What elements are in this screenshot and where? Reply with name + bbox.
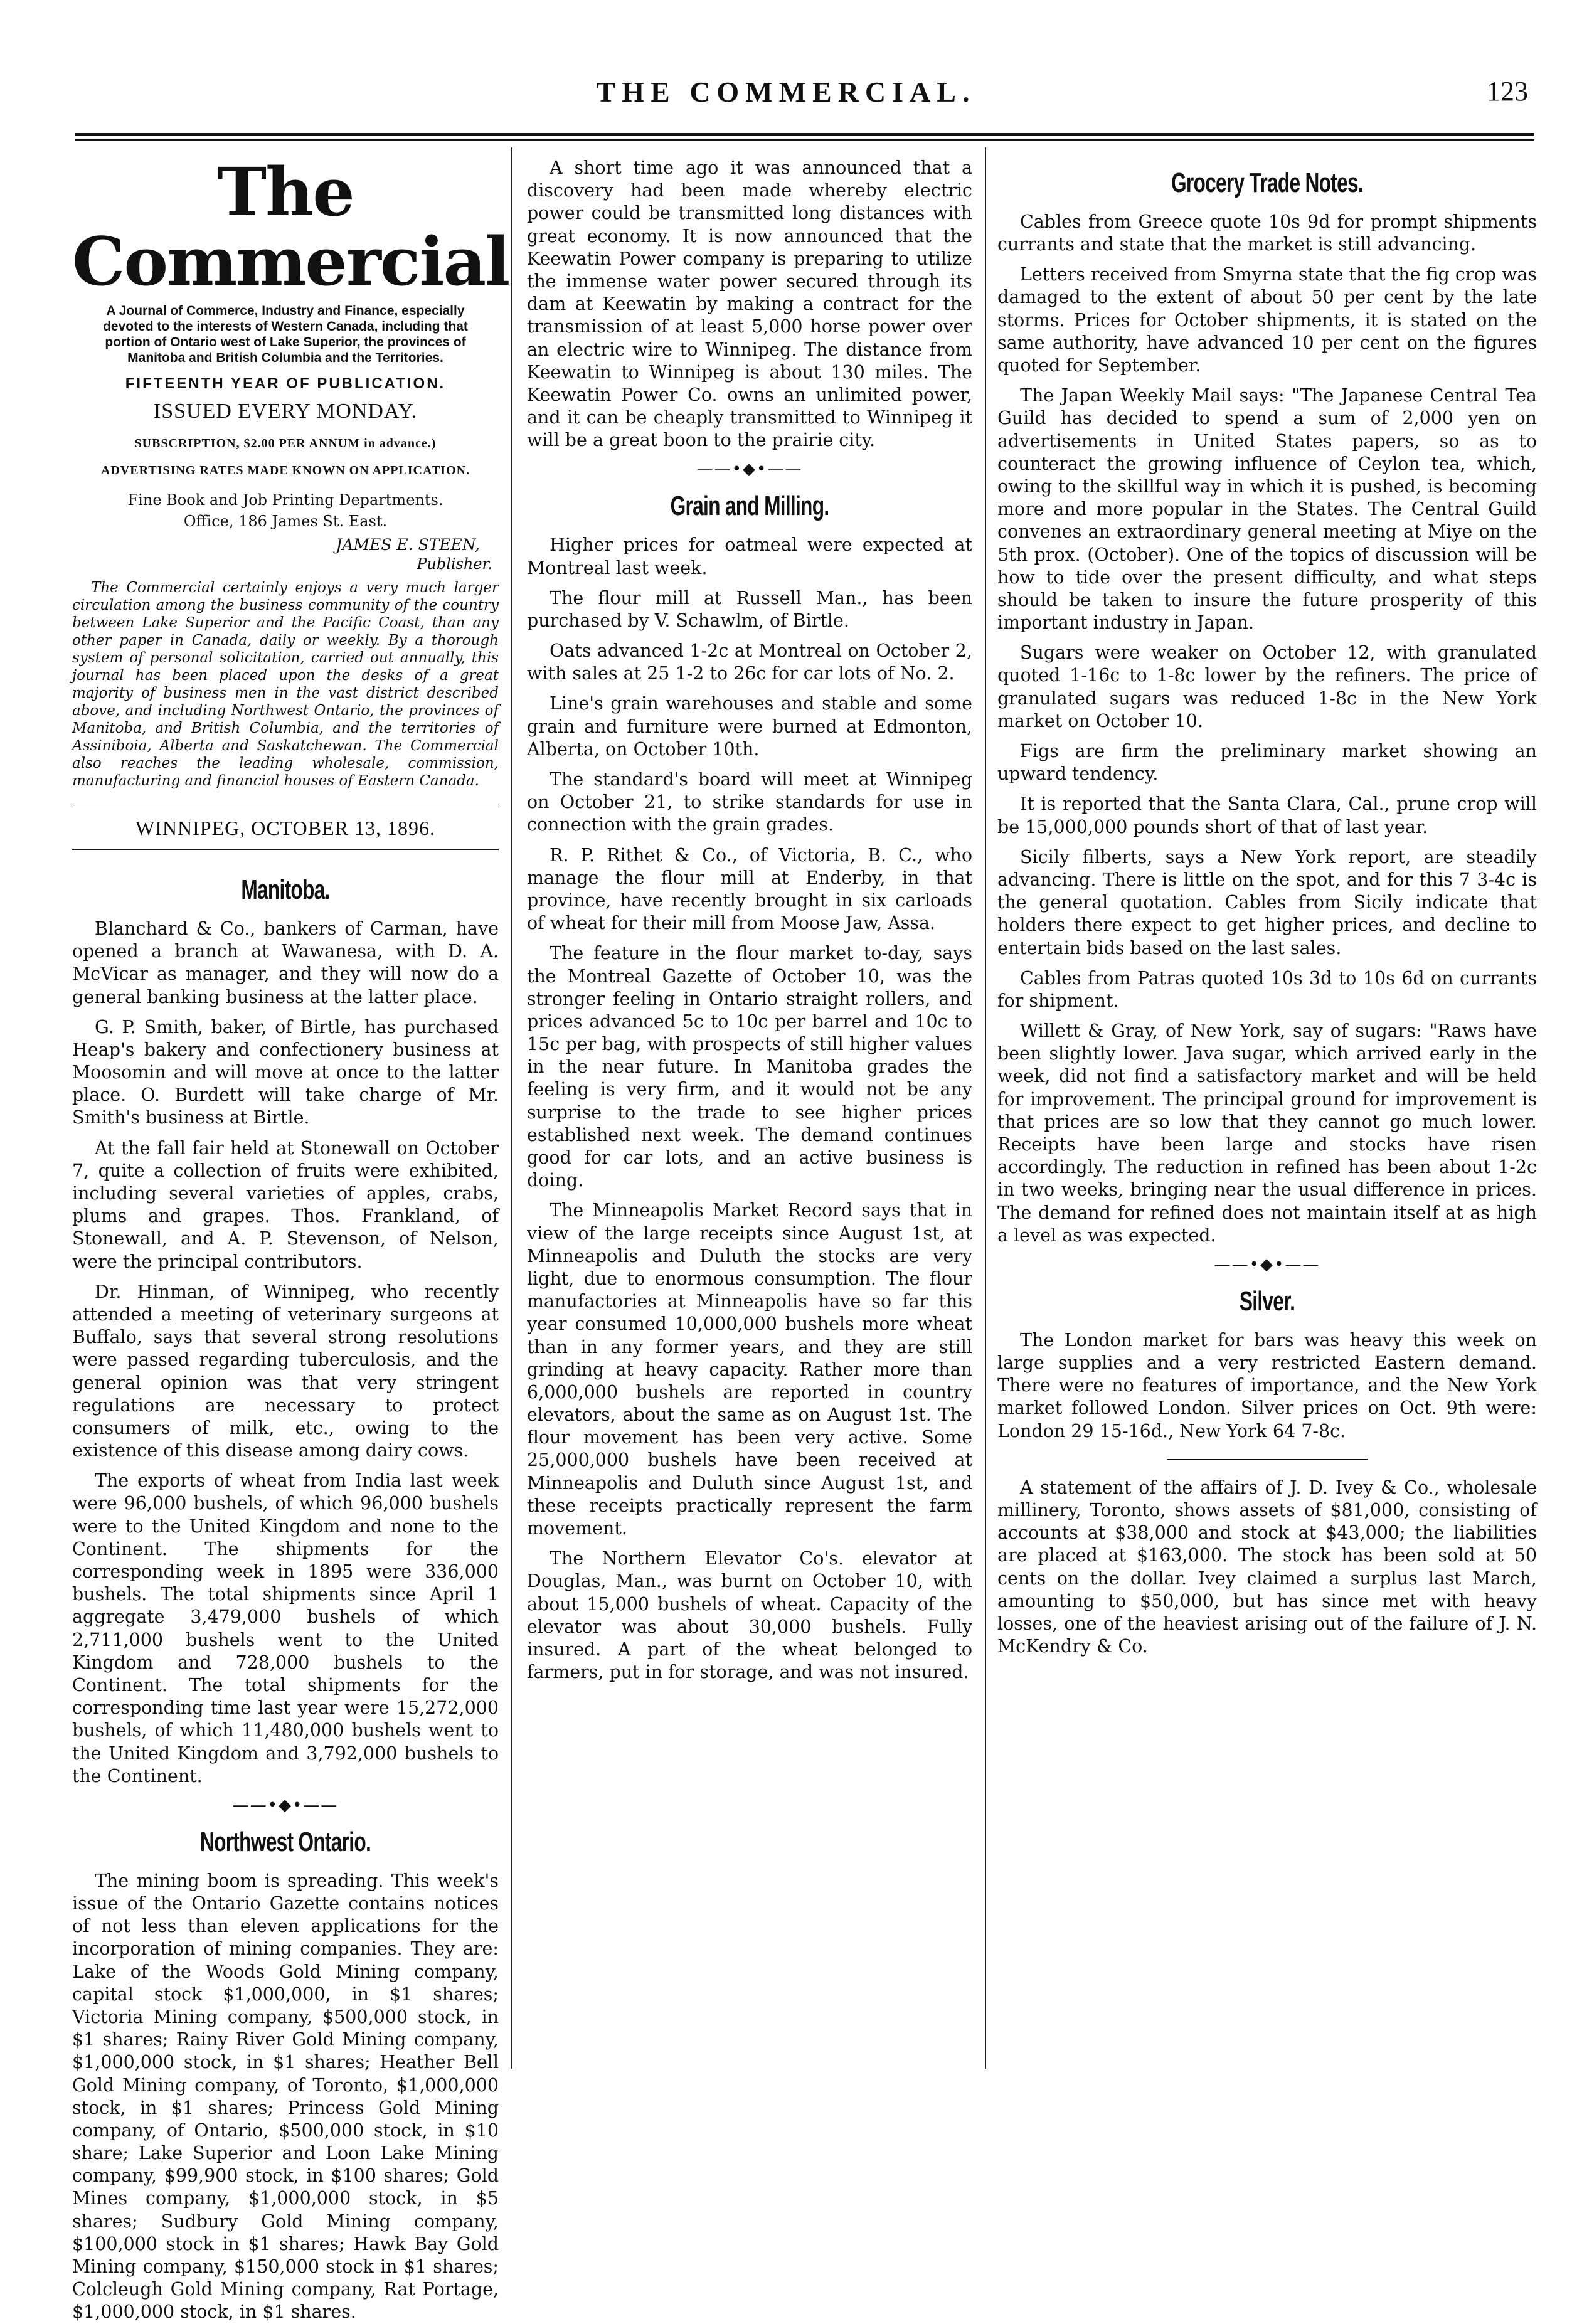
masthead-blurb: The Commercial certainly enjoys a very much larger circulation among the business community of the country between Lake Superior and the Pacific Coast, than any other paper in Canada, daily or weekly. By a thorough system of personal solicitation, carried out annually, this journal has been placed upon the desks of a great majority of business men in the vast district described above, and including Northwest Ontario, the provinces of Manitoba, and British Columbia, and the territories of Assiniboia, Alberta and Saskatchewan. The Commercial also reaches the leading wholesale, commission, manufacturing and financial houses of Eastern Canada. xyxy=(72,579,499,790)
departments-line: Fine Book and Job Printing Departments. xyxy=(127,491,443,509)
subscription-line: SUBSCRIPTION, $2.00 PER ANNUM in advance.) xyxy=(134,436,437,450)
article-separator xyxy=(1167,1459,1368,1460)
article-paragraph: Cables from Patras quoted 10s 3d to 10s 6d on currants for shipment. xyxy=(997,967,1537,1011)
masthead-title: The Commercial xyxy=(72,152,509,301)
article-paragraph: G. P. Smith, baker, of Birtle, has purchased Heap's bakery and confectionery business at Moosomin and will move at once to the latter place. O. Burdett will take charge of Mr. Smith's business at Birtle. xyxy=(72,1016,499,1128)
office-line: Office, 186 James St. East. xyxy=(183,512,388,531)
section-heading-grain: Grain and Milling. xyxy=(670,491,829,522)
article-paragraph: Figs are firm the preliminary market showing an upward tendency. xyxy=(997,741,1537,785)
article-paragraph: Higher prices for oatmeal were expected at Montreal last week. xyxy=(527,534,972,578)
article-paragraph: A short time ago it was announced that a discovery had been made whereby electric power could be transmitted long distances with great economy. It is now announced that the Keewatin Power company is preparing to utilize the immense water power secured through its dam at Keewatin by making a contract for the transmission of at least 5,000 horse power over an electric wire to Winnipeg. The distance from Keewatin to Winnipeg is about 130 miles. The Keewatin Power Co. owns an unlimited power, and it can be cheaply transmitted to Winnipeg it will be a great boon to the prairie city. xyxy=(527,157,972,451)
article-paragraph: Letters received from Smyrna state that the fig crop was damaged to the extent of about 50 per cent by the late storms. Prices for October shipments, it is stated on the same authority, have advanced 10 per cent on the figures quoted for September. xyxy=(997,264,1537,376)
section-ornament: ——•◆•—— xyxy=(696,460,803,479)
article-paragraph: The Minneapolis Market Record says that in view of the large receipts since August 1st, at Minneapolis and Duluth the stocks are very light, due to enormous consumption. The flour manufactories at Minneapolis have so far this year consumed 10,000,000 bushels more wheat than in any former years, and they are still grinding at heavy capacity. Rather more than 6,000,000 bushels are reported in country elevators, about the same as on August 1st. The flour movement has been very active. Some 25,000,000 bushels have been received at Minneapolis and Duluth since August 1st, and these receipts practically represent the farm movement. xyxy=(527,1200,972,1539)
article-paragraph: The Japan Weekly Mail says: "The Japanese Central Tea Guild has decided to spend a sum of 2,000 yen on advertisements in United States papers, so as to counteract the growing influence of Ceylon tea, which, owing to the skillful way in which it is pushed, is becoming more and more popular in the States. The Central Guild convenes an extraordinary general meeting at Miye on the 5th prox. (October). One of the topics of discussion will be how to tide over the present difficulty, and what steps should be taken to insure the future prosperity of this important industry in Japan. xyxy=(997,385,1537,634)
article-paragraph: The feature in the flour market to-day, says the Montreal Gazette of October 10, was the stronger feeling in Ontario straight rollers, and prices advanced 5c to 10c per barrel and 10c to 15c per bag, with prospects of still higher values in the near future. In Manitoba grades the feeling is very firm, and it would not be any surprise to the trade to see higher prices established next week. The demand continues good for car lots, and an active business is doing. xyxy=(527,943,972,1191)
article-paragraph: Sugars were weaker on October 12, with granulated quoted 1-16c to 1-8c lower by the refiners. The price of granulated sugars was reduced 1-8c in the New York market on October 10. xyxy=(997,642,1537,731)
article-paragraph: At the fall fair held at Stonewall on October 7, quite a collection of fruits were exhibited, including several varieties of apples, crabs, plums and grapes. Thos. Frankland, of Stonewall, and A. P. Stevenson, of Nelson, were the principal contributors. xyxy=(72,1137,499,1272)
article-paragraph: Sicily filberts, says a New York report, are steadily advancing. There is little on the spot, and for this 7 3-4c is the general quotation. Cables from Sicily indicate that holders there expect to get higher prices, and decline to entertain bids based on the last sales. xyxy=(997,846,1537,958)
article-paragraph: A statement of the affairs of J. D. Ivey & Co., wholesale millinery, Toronto, shows assets of $81,000, consisting of accounts at $38,000 and stock at $43,000; the liabilities are placed at $163,000. The stock has been sold at 50 cents on the dollar. Ivey claimed a surplus last March, amounting to $50,000, but has since met with heavy losses, one of the heaviest arising out of the failure of J. N. McKendry & Co. xyxy=(997,1477,1537,1657)
article-paragraph: The exports of wheat from India last week were 96,000 bushels, of which 96,000 bushels were to the United Kingdom and none to the Continent. The shipments for the corresponding week in 1895 were 336,000 bushels. The total shipments since April 1 aggregate 3,479,000 bushels of which 2,711,000 bushels went to the United Kingdom and 728,000 bushels to the Continent. The total shipments for the corresponding time last year were 15,272,000 bushels, of which 11,480,000 bushels went to the United Kingdom and 3,792,000 bushels to the Continent. xyxy=(72,1470,499,1786)
article-paragraph: Cables from Greece quote 10s 9d for prompt shipments currants and state that the market is still advancing. xyxy=(997,211,1537,255)
article-paragraph: The standard's board will meet at Winnipeg on October 21, to strike standards for use in connection with the grain grades. xyxy=(527,769,972,836)
article-paragraph: The flour mill at Russell Man., has been purchased by V. Schawlm, of Birtle. xyxy=(527,587,972,631)
publication-year-line: FIFTEENTH YEAR OF PUBLICATION. xyxy=(125,375,446,393)
dateline-box xyxy=(72,804,499,850)
top-rule-thin xyxy=(75,139,1534,141)
masthead-description: A Journal of Commerce, Industry and Finance, especially devoted to the interests of Western Canada, including that portion of Ontario west of Lake Superior, the provinces of Manitoba and British Columbia and the Territories. xyxy=(103,303,468,366)
column-divider-2 xyxy=(985,147,986,2069)
section-ornament: ——•◆•—— xyxy=(1214,1255,1320,1274)
article-paragraph: Blanchard & Co., bankers of Carman, have opened a branch at Wawanesa, with D. A. McVicar as manager, and they will now do a general banking business at the latter place. xyxy=(72,918,499,1007)
article-paragraph: The mining boom is spreading. This week's issue of the Ontario Gazette contains notices of not less than eleven applications for the incorporation of mining companies. They are: Lake of the Woods Gold Mining company, capital stock $1,000,000, in $1 shares; Victoria Mining company, $500,000 stock, in $1 shares; Rainy River Gold Mining company, $1,000,000 stock, in $1 shares; Heather Bell Gold Mining company, of Toronto, $1,000,000 stock, in $1 shares; Princess Gold Mining company, of Ontario, $500,000 stock, in $10 share; Lake Superior and Loon Lake Mining company, $99,900 stock, in $100 shares; Gold Mines company, $1,000,000 stock, in $5 shares; Sudbury Gold Mining company, $100,000 stock in $1 shares; Hawk Bay Gold Mining company, $150,000 stock in $1 shares; Colcleugh Gold Mining company, Rat Portage, $1,000,000 stock, in $1 shares. xyxy=(72,1870,499,2323)
publisher-name: JAMES E. STEEN, xyxy=(336,535,480,554)
article-paragraph: It is reported that the Santa Clara, Cal., prune crop will be 15,000,000 pounds short of that of last year. xyxy=(997,793,1537,837)
publisher-title: Publisher. xyxy=(417,555,492,573)
section-heading-northwest: Northwest Ontario. xyxy=(199,1826,371,1857)
article-paragraph: Oats advanced 1-2c at Montreal on October 2, with sales at 25 1-2 to 26c for car lots of No. 2. xyxy=(527,640,972,684)
page-number: 123 xyxy=(1487,76,1528,107)
article-paragraph: Dr. Hinman, of Winnipeg, who recently attended a meeting of veterinary surgeons at Buffalo, says that several strong resolutions were passed regarding tuberculosis, and the general opinion was that very stringent regulations are necessary to protect consumers of milk, etc., owing to the existence of this disease among dairy cows. xyxy=(72,1281,499,1462)
article-paragraph: Willett & Gray, of New York, say of sugars: "Raws have been slightly lower. Java sugar, which arrived early in the week, did not find a satisfactory market and will be held for improvement. The principal ground for improvement is that prices are so low that they cannot go much lower. Receipts have been large and stocks have risen accordingly. The reduction in refined has been about 1-2c in two weeks, bringing near the usual difference in prices. The demand for refined does not maintain itself at as high a level as was expected. xyxy=(997,1021,1537,1246)
section-heading-grocery: Grocery Trade Notes. xyxy=(1171,167,1364,198)
issued-line: ISSUED EVERY MONDAY. xyxy=(153,399,418,423)
advertising-line: ADVERTISING RATES MADE KNOWN ON APPLICATION. xyxy=(100,464,470,478)
column-divider-1 xyxy=(511,147,512,2069)
article-paragraph: R. P. Rithet & Co., of Victoria, B. C., who manage the flour mill at Enderby, in that province, have recently brought in six carloads of wheat for their mill from Moose Jaw, Assa. xyxy=(527,844,972,934)
column-2 xyxy=(527,157,972,1684)
running-title: THE COMMERCIAL. xyxy=(596,76,976,108)
article-paragraph: Line's grain warehouses and stable and some grain and furniture were burned at Edmonton, Alberta, on October 10th. xyxy=(527,693,972,760)
article-paragraph: The Northern Elevator Co's. elevator at Douglas, Man., was burnt on October 10, with about 15,000 bushels of wheat. Capacity of the elevator was about 30,000 bushels. Fully insured. A part of the wheat belonged to farmers, put in for storage, and was not insured. xyxy=(527,1548,972,1683)
column-3 xyxy=(997,157,1537,1665)
section-heading-silver: Silver. xyxy=(1239,1285,1295,1317)
section-heading-manitoba: Manitoba. xyxy=(241,874,330,906)
section-ornament: ——•◆•—— xyxy=(232,1795,339,1815)
article-paragraph: The London market for bars was heavy this week on large supplies and a very restricted Eastern demand. There were no features of importance, and the New York market followed London. Silver prices on Oct. 9th were: London 29 15-16d., New York 64 7-8c. xyxy=(997,1329,1537,1441)
dateline: WINNIPEG, OCTOBER 13, 1896. xyxy=(135,817,435,840)
column-1 xyxy=(72,152,509,2324)
top-rule xyxy=(75,133,1534,136)
